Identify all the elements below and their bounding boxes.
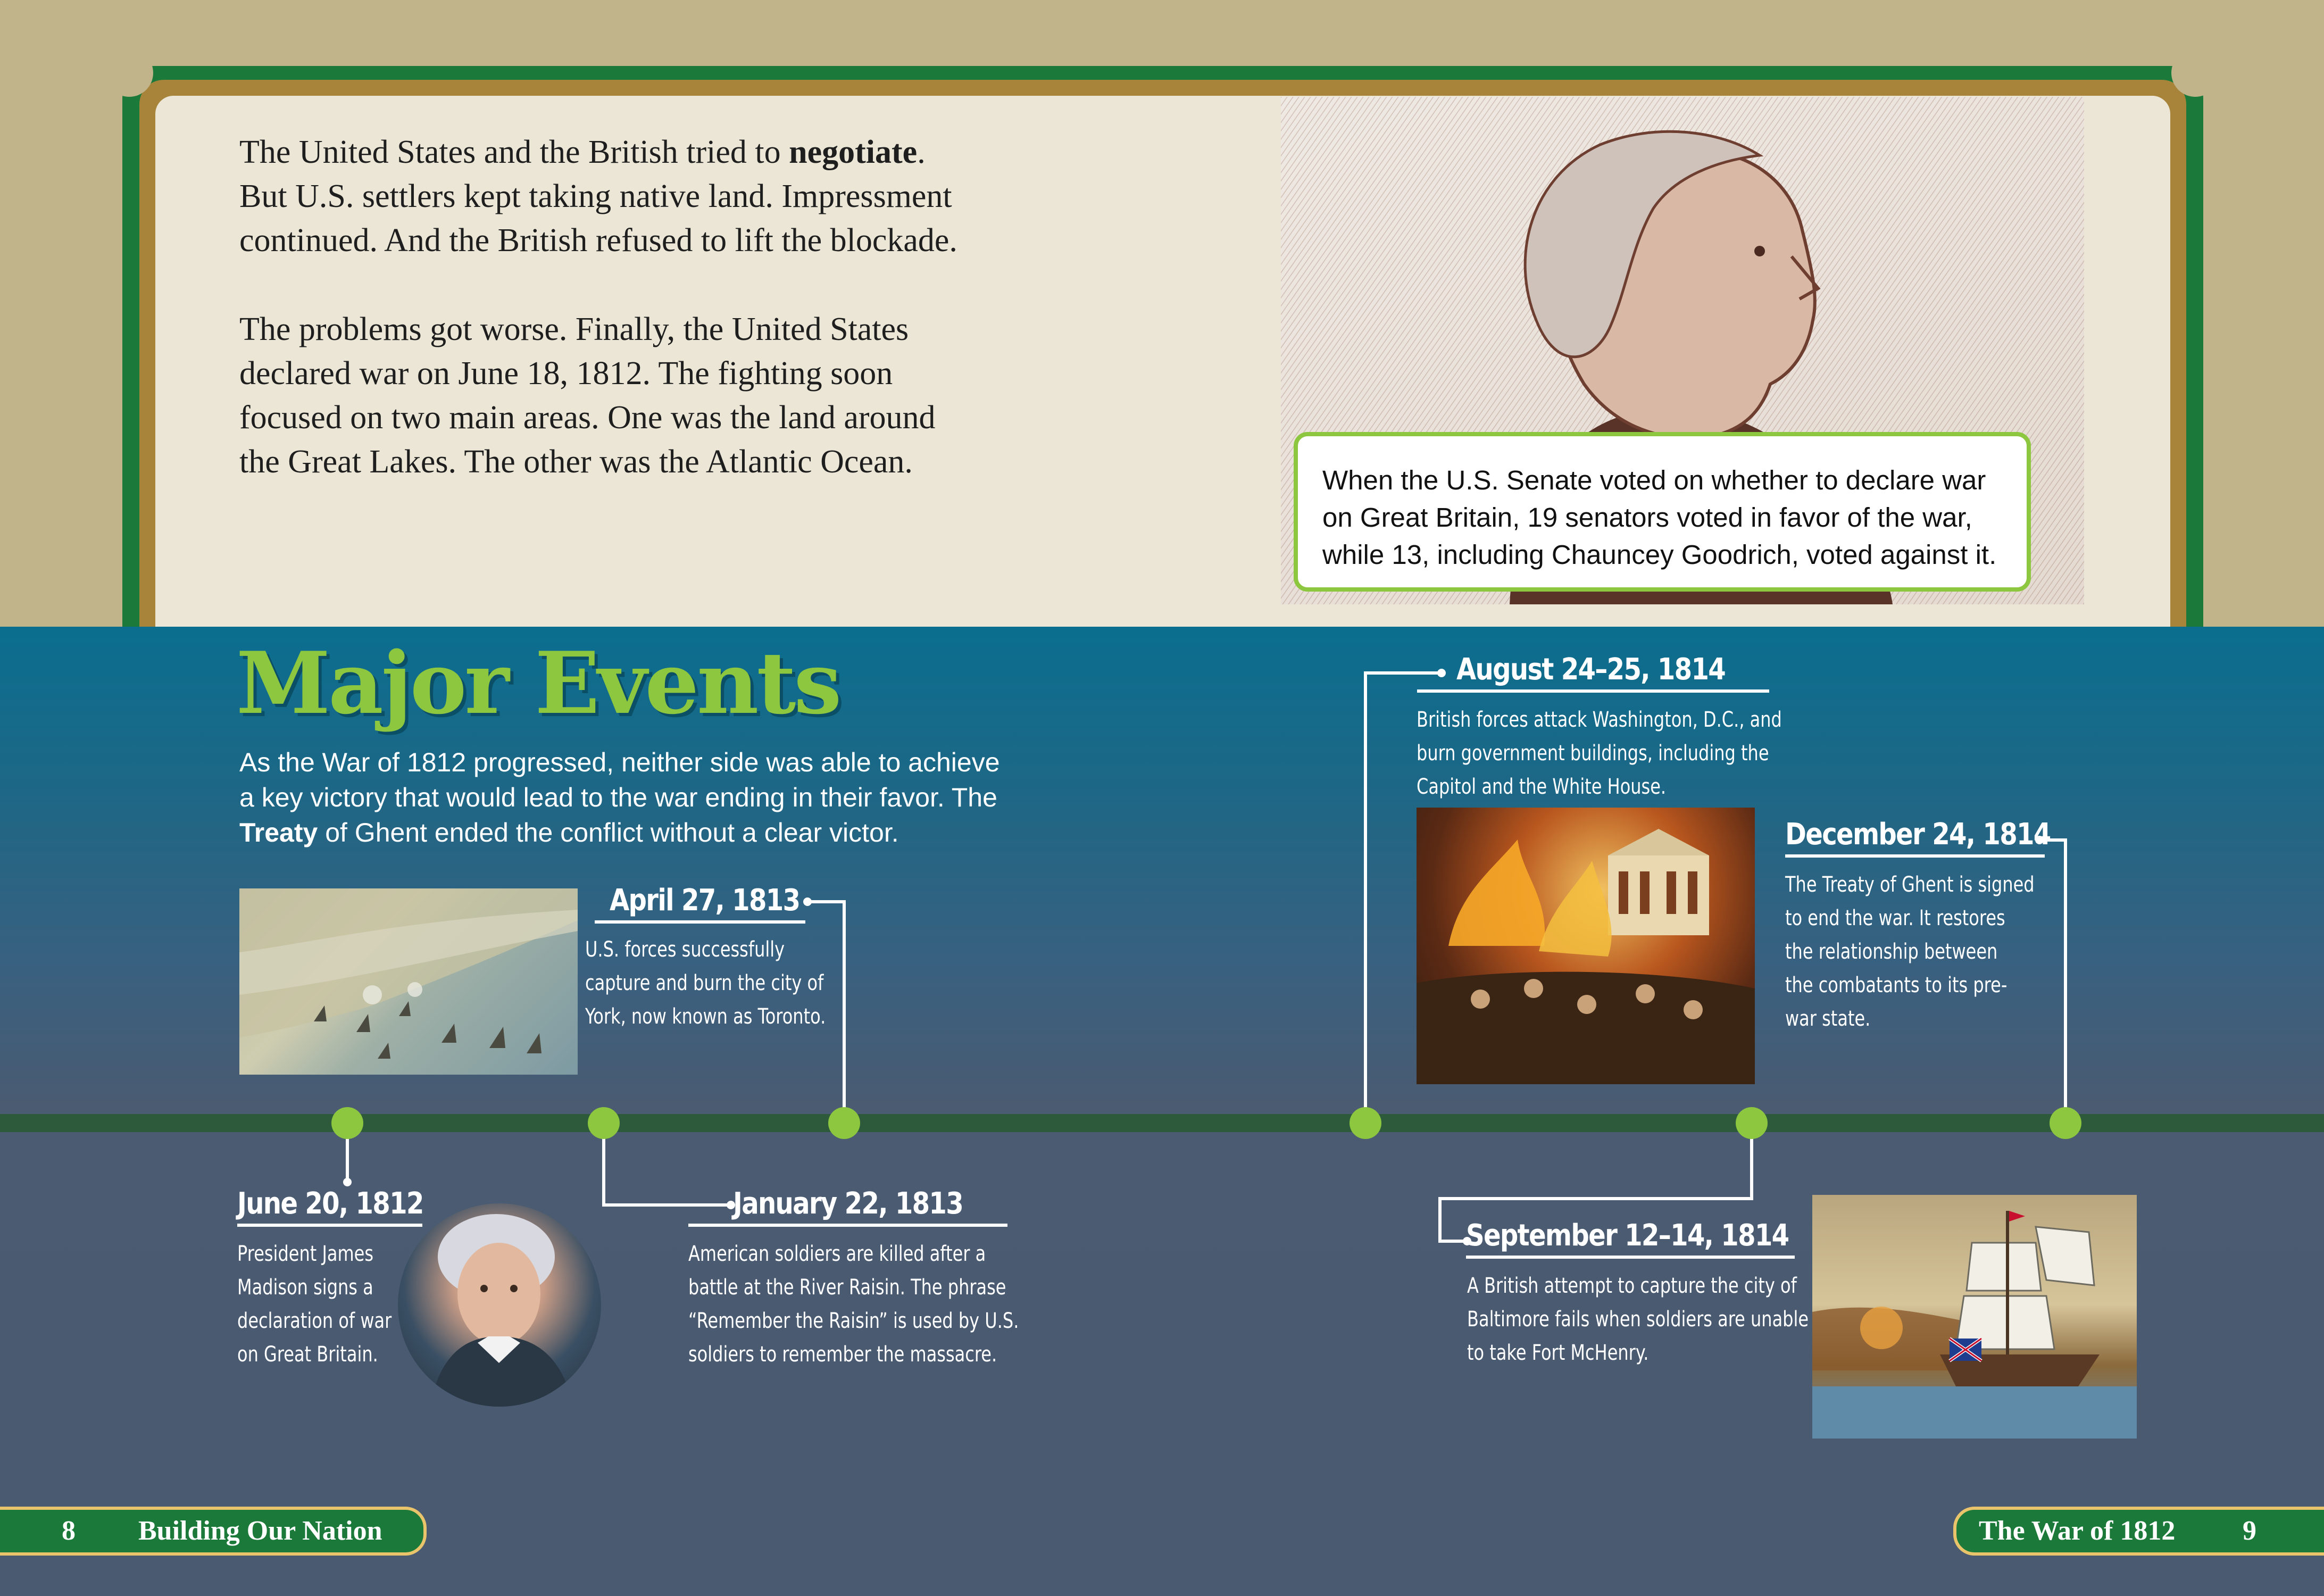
connector-december — [2064, 838, 2067, 1125]
connector-september — [1438, 1197, 1753, 1200]
event-text-june-1812: President James Madison signs a declaration of war on Great Britain. — [237, 1242, 392, 1367]
glossary-term-treaty[interactable]: Treaty — [239, 818, 318, 847]
date-underline — [237, 1224, 422, 1227]
intro-text — [239, 130, 957, 529]
york-battle-image — [239, 888, 578, 1075]
event-date-december-1814: December 24, 1814 — [1785, 817, 2051, 852]
burning-capitol-icon — [1417, 808, 1755, 1084]
timeline-dot-april-1813[interactable] — [828, 1107, 860, 1139]
page-number-left: 8 — [62, 1516, 76, 1546]
date-underline — [688, 1224, 1007, 1227]
connector-april — [843, 900, 846, 1125]
connector-september — [1438, 1197, 1442, 1243]
event-date-june-1812: June 20, 1812 — [237, 1186, 423, 1221]
event-text-september-1814: A British attempt to capture the city of Baltimore fails when soldiers are unable to take Fort McHenry. — [1467, 1274, 1809, 1365]
connector-january — [602, 1203, 730, 1207]
event-date-january-1813: January 22, 1813 — [733, 1186, 963, 1221]
sailing-ship-icon — [1812, 1195, 2137, 1439]
james-madison-portrait — [398, 1203, 601, 1407]
timeline-dot-september-1814[interactable] — [1736, 1107, 1768, 1139]
fort-mchenry-ship-image — [1812, 1195, 2137, 1439]
glossary-term-negotiate[interactable]: negotiate — [789, 134, 918, 170]
event-date-april-1813: April 27, 1813 — [610, 883, 800, 918]
connector-april — [807, 900, 846, 903]
connector-august — [1364, 671, 1367, 1125]
event-text-december-1814: The Treaty of Ghent is signed to end the war. It restores the relationship between the combatants to its pre- war state. — [1785, 872, 2035, 1031]
section-intro: As the War of 1812 progressed, neither side was able to achieve a key victory that would lead to the war ending in their favor. The Treaty of Ghent ended the conflict without a clear victor. — [239, 747, 1000, 847]
page-number-right: 9 — [2243, 1516, 2256, 1546]
connector-august — [1364, 671, 1444, 675]
footer-right — [1953, 1507, 2324, 1556]
footer-left — [0, 1507, 427, 1556]
connector-knob — [1437, 669, 1446, 677]
senate-vote-caption: When the U.S. Senate voted on whether to declare war on Great Britain, 19 senators voted in favor of the war, while 13, including Chauncey Goodrich, voted against it. — [1294, 432, 2031, 592]
timeline-dot-december-1814[interactable] — [2050, 1107, 2081, 1139]
frame-corner-notch — [2171, 49, 2219, 97]
date-underline — [1785, 854, 2045, 858]
book-title: Building Our Nation — [138, 1516, 382, 1546]
timeline-dot-june-1812[interactable] — [331, 1107, 363, 1139]
connector-knob — [343, 1178, 352, 1186]
event-text-april-1813: U.S. forces successfully capture and burn the city of York, now known as Toronto. — [585, 937, 826, 1029]
date-underline — [1417, 689, 1769, 693]
section-title: Major Events — [236, 633, 840, 733]
timeline-dot-january-1813[interactable] — [588, 1107, 620, 1139]
frame-corner-notch — [105, 49, 153, 97]
ships-harbor-icon — [239, 888, 578, 1075]
madison-portrait-icon — [398, 1203, 601, 1407]
intro-paragraph-2: The problems got worse. Finally, the United States declared war on June 18, 1812. The fighting soon focused on two main areas. One was the land around the Great Lakes. The other was the Atlantic Ocean. — [239, 311, 936, 480]
event-date-august-1814: August 24–25, 1814 — [1456, 652, 1726, 687]
event-text-january-1813: American soldiers are killed after a battle at the River Raisin. The phrase “Remember the Raisin” is used by U.S. soldiers to remember the massacre. — [688, 1242, 1019, 1367]
chapter-title: The War of 1812 — [1979, 1516, 2176, 1546]
event-text-august-1814: British forces attack Washington, D.C., and burn government buildings, including the Capitol and the White House. — [1417, 708, 1782, 799]
intro-paragraph-1: The United States and the British tried to negotiate. But U.S. settlers kept taking native land. Impressment continued. And the British refused to lift the blockade. — [239, 134, 957, 259]
connector-knob — [803, 897, 812, 906]
event-date-september-1814: September 12–14, 1814 — [1466, 1218, 1789, 1253]
timeline-dot-august-1814[interactable] — [1350, 1107, 1381, 1139]
burning-of-washington-image — [1417, 808, 1755, 1084]
date-underline — [1466, 1256, 1795, 1259]
date-underline — [595, 920, 805, 924]
